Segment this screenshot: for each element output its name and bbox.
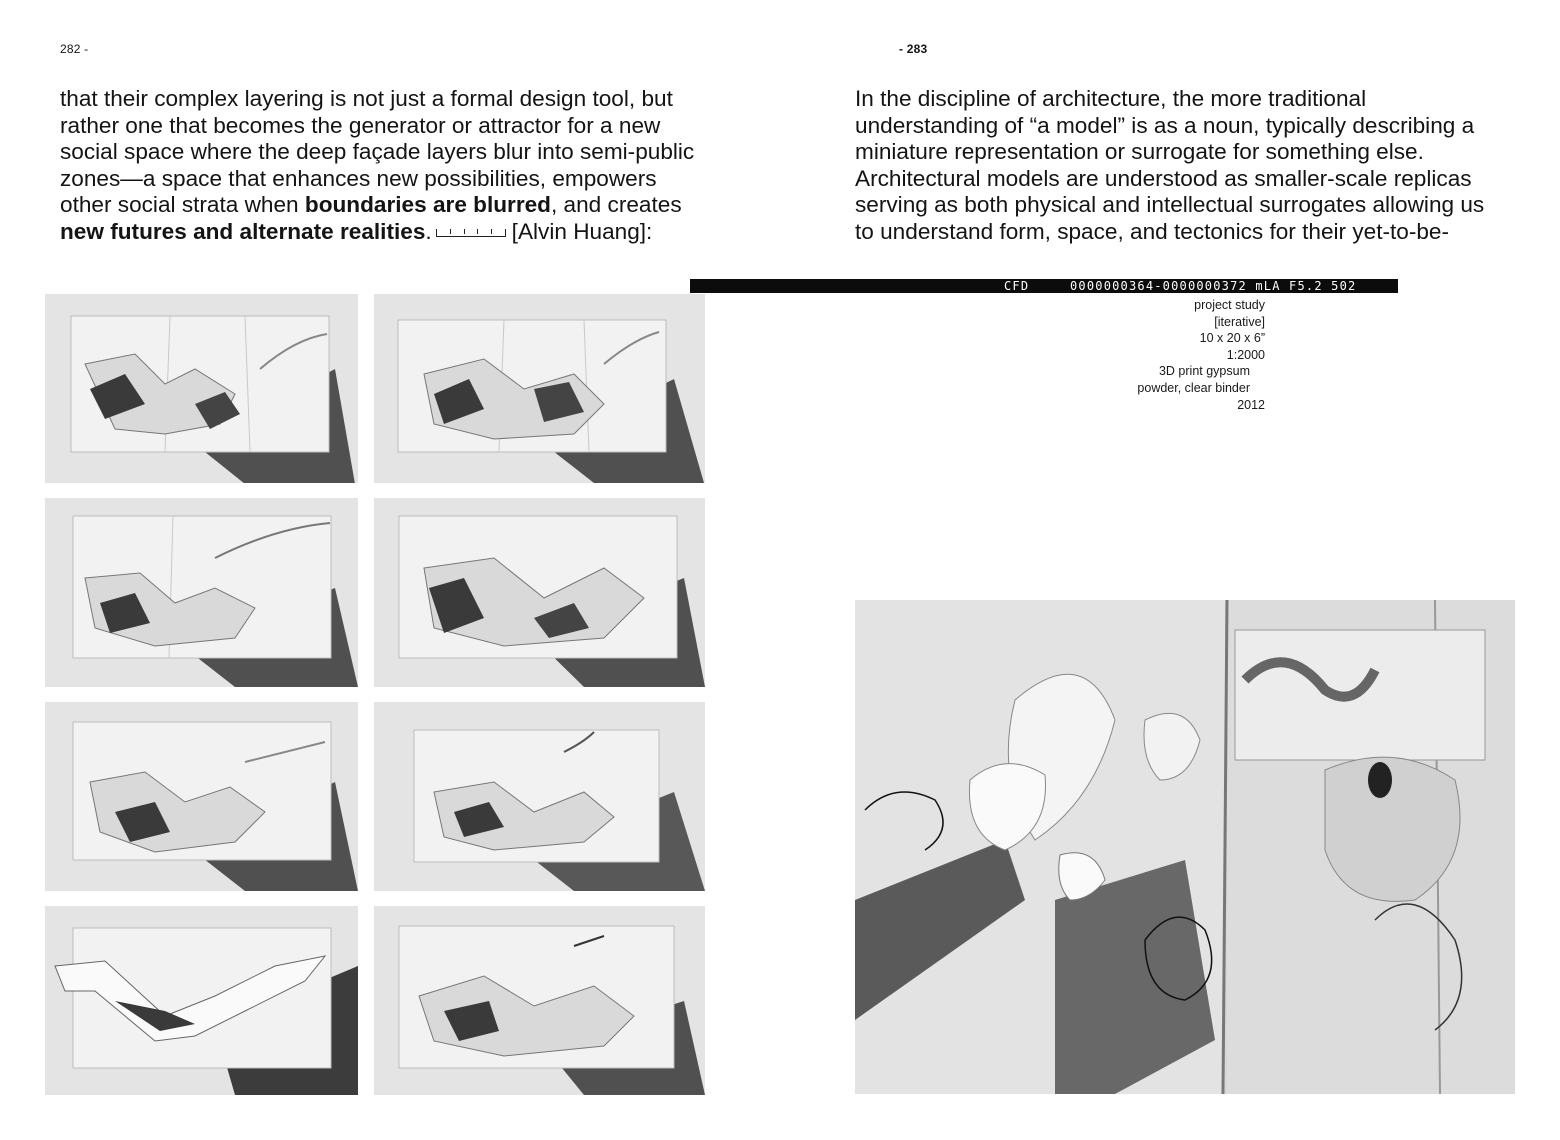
caption-line: 2012 [1237, 397, 1265, 412]
model-photo-3 [45, 498, 358, 687]
text-run: other social strata when [60, 192, 305, 218]
model-photo-6 [374, 702, 705, 891]
text-run: . [425, 218, 432, 244]
bold-phrase-futures: new futures and alternate realities [60, 218, 426, 244]
code-label: CFD [1004, 279, 1030, 293]
text-line [60, 219, 740, 246]
text-run: , and creates [551, 192, 682, 218]
model-photo-7 [45, 906, 358, 1095]
page-number-left: 282 - [60, 42, 89, 56]
text-line: In the discipline of architecture, the more traditional [855, 86, 1367, 111]
text-line: zones—a space that enhances new possibilities, empowers [60, 165, 657, 191]
caption-line: 3D print gypsum [1158, 364, 1250, 379]
author-attribution: [Alvin Huang]: [511, 218, 653, 244]
caption-line: [iterative] [1214, 314, 1265, 329]
text-line: to understand form, space, and tectonics for their yet-to-be- [855, 218, 1450, 244]
scale-ruler-icon [436, 229, 506, 237]
caption-line: powder, clear binder [1137, 380, 1250, 395]
right-page-body-text [855, 86, 1525, 246]
model-photo-8 [374, 906, 705, 1095]
large-model-closeup-photo [855, 600, 1515, 1094]
model-photo-5 [45, 702, 358, 891]
caption-line: project study [1194, 298, 1265, 312]
page-number-right: - 283 [899, 42, 928, 56]
model-caption [1060, 297, 1265, 413]
text-line [60, 192, 740, 219]
text-line: social space where the deep façade layers blur into semi-public [60, 139, 695, 165]
model-photo-2 [374, 294, 705, 483]
code-value: 0000000364-0000000372 mLA F5.2 502 [1070, 279, 1357, 293]
text-line: that their complex layering is not just a formal design tool, but [60, 86, 673, 111]
model-photo-4 [374, 498, 705, 687]
left-page-body-text [60, 86, 740, 246]
bold-phrase-boundaries: boundaries are blurred [304, 192, 551, 218]
reference-code-bar [690, 279, 1398, 293]
text-line: serving as both physical and intellectual surrogates allowing us [855, 192, 1485, 218]
text-line: Architectural models are understood as smaller-scale replicas [855, 165, 1472, 191]
text-line: understanding of “a model” is as a noun, typically describing a [855, 112, 1475, 138]
caption-line: 10 x 20 x 6” [1199, 331, 1265, 346]
text-line: rather one that becomes the generator or attractor for a new [60, 112, 661, 138]
text-line: miniature representation or surrogate for something else. [855, 139, 1424, 165]
model-photo-1 [45, 294, 358, 483]
caption-line: 1:2000 [1226, 347, 1265, 362]
